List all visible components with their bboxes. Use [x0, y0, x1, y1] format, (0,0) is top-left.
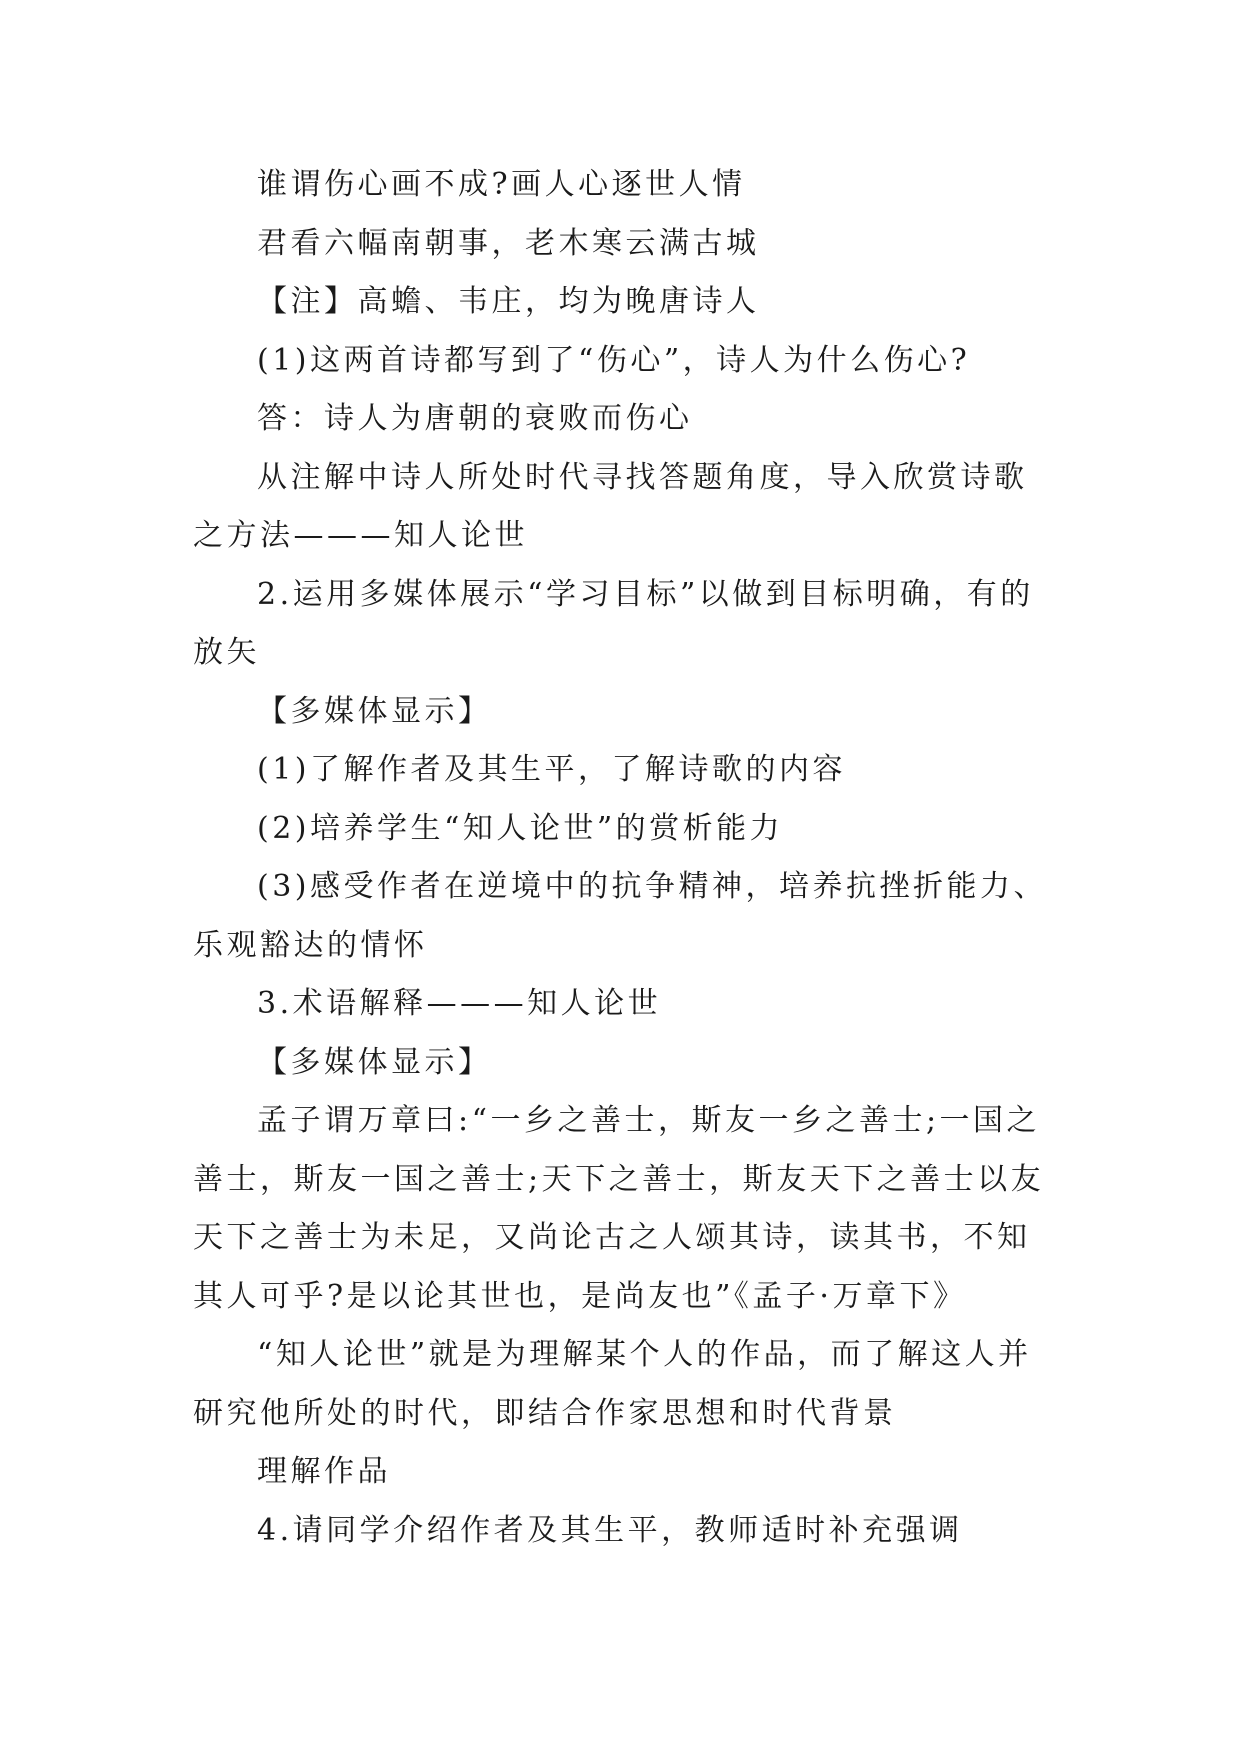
- paragraph: 3.术语解释———知人论世: [257, 986, 662, 1021]
- paragraph: (2)培养学生“知人论世”的赏析能力: [257, 810, 784, 846]
- paragraph: “知人论世”就是为理解某个人的作品，而了解这人并研究他所处的时代，即结合作家思想和时代背景: [193, 1337, 1032, 1431]
- paragraph: 孟子谓万章曰:“一乡之善士，斯友一乡之善士;一国之善士，斯友一国之善士;天下之善士，斯友天下之善士以友天下之善士为未足，又尚论古之人颂其诗，读其书，不知其人可乎?是以论其世也，是尚友也”《孟子·万章下》: [193, 1103, 1045, 1314]
- paragraph: (1)这两首诗都写到了“伤心”，诗人为什么伤心?: [257, 342, 971, 378]
- paragraph: 君看六幅南朝事，老木寒云满古城: [257, 225, 760, 261]
- paragraph: 4.请同学介绍作者及其生平，教师适时补充强调: [257, 1512, 963, 1548]
- paragraph: 【多媒体显示】: [257, 693, 492, 729]
- paragraph: 2.运用多媒体展示“学习目标”以做到目标明确，有的放矢: [193, 576, 1034, 670]
- paragraph: (3)感受作者在逆境中的抗争精神，培养抗挫折能力、乐观豁达的情怀: [193, 869, 1047, 963]
- document-body: [193, 156, 1053, 1560]
- paragraph: 【多媒体显示】: [257, 1044, 492, 1080]
- paragraph: 谁谓伤心画不成?画人心逐世人情: [257, 167, 746, 202]
- paragraph: (1)了解作者及其生平，了解诗歌的内容: [257, 752, 846, 787]
- paragraph: 理解作品: [257, 1454, 391, 1489]
- paragraph: 【注】高蟾、韦庄，均为晚唐诗人: [257, 284, 760, 319]
- paragraph: 答：诗人为唐朝的衰败而伤心: [257, 401, 693, 436]
- paragraph: 从注解中诗人所处时代寻找答题角度，导入欣赏诗歌之方法———知人论世: [193, 459, 1028, 553]
